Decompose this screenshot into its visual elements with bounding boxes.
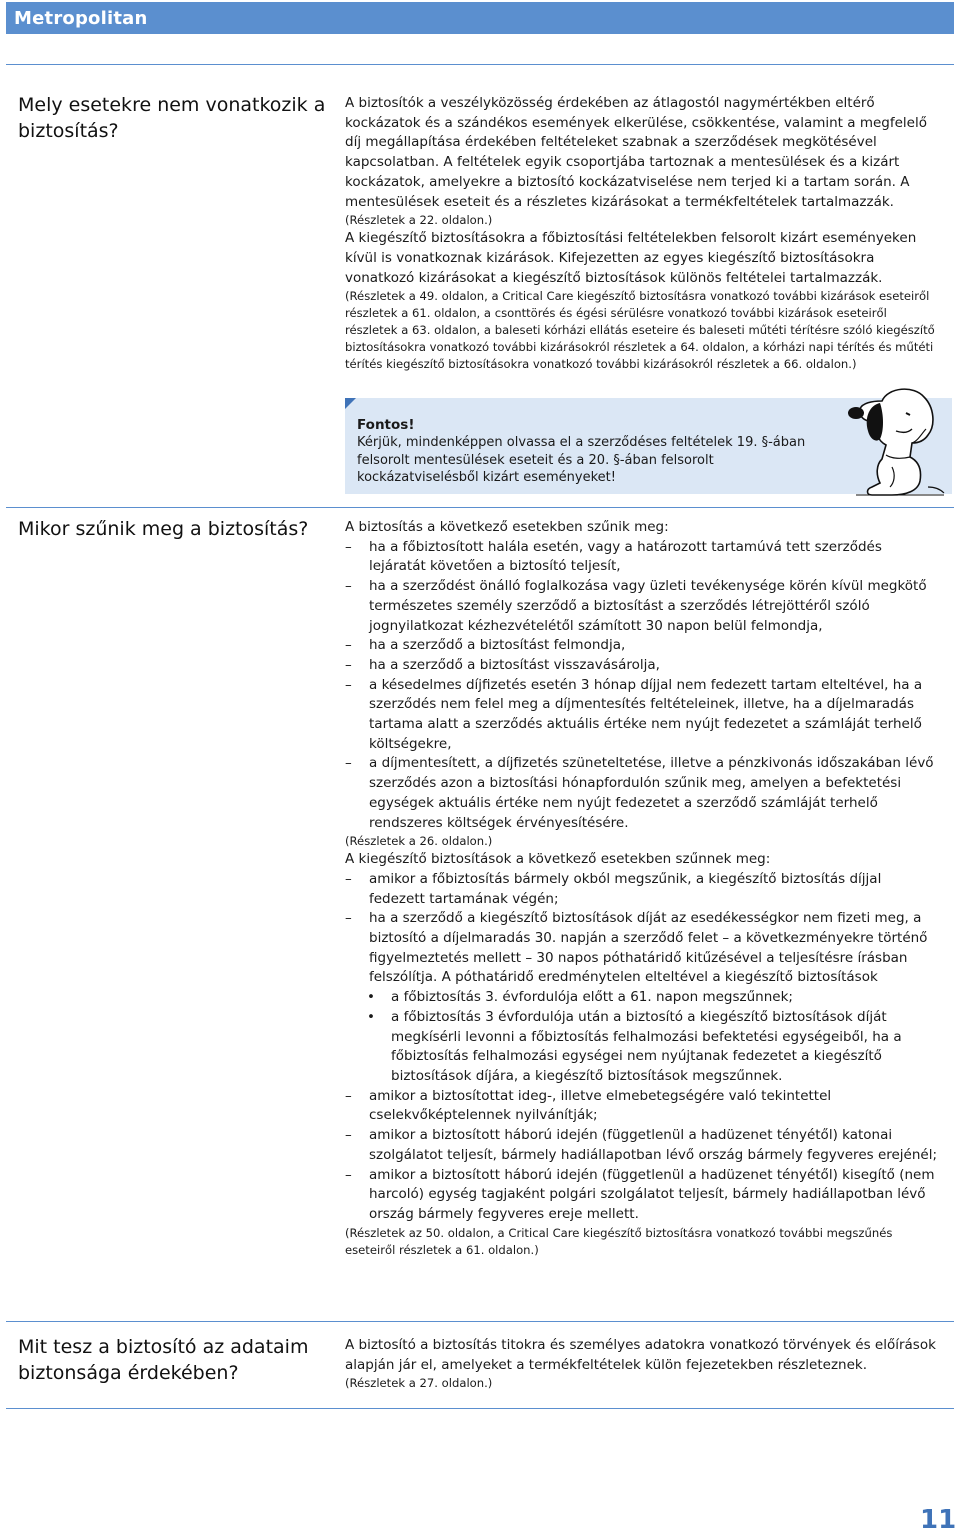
brand-title: Metropolitan — [14, 8, 148, 29]
divider — [6, 64, 954, 65]
section-heading-termination: Mikor szűnik meg a biztosítás? — [18, 518, 309, 540]
corner-marker-icon — [345, 398, 356, 409]
divider — [6, 507, 954, 508]
intro-text: A kiegészítő biztosítások a következő esetekben szűnnek meg: — [345, 851, 771, 868]
reference: (Részletek a 26. oldalon.) — [345, 834, 493, 849]
list-item: – amikor a biztosított háború idején (függetlenül a hadüzenet tényétől) katonai szolgálatot teljesít, bármely hadiállapotban lévő ország bármely fegyveres erejénél; — [345, 1127, 938, 1163]
list-item: – ha a szerződő a biztosítást felmondja, — [345, 637, 626, 654]
paragraph: A biztosító a biztosítás titokra és személyes adatokra vonatkozó törvények és előírások alapján jár el, amelyeket a termékfeltételek külön fejezetekben részleteznek. — [345, 1337, 936, 1373]
note-body: Kérjük, mindenképpen olvassa el a szerződéses feltételek 19. §-ában felsorolt mentesülések eseteit és a 20. §-ában felsorolt kockázatviselésből kizárt eseményeket! — [357, 435, 806, 485]
divider — [6, 1321, 954, 1322]
divider — [6, 1408, 954, 1409]
list-item: – amikor a főbiztosítás bármely okból megszűnik, a kiegészítő biztosítás díjjal fedezett tartamának végén; — [345, 870, 882, 907]
list-item: – ha a szerződő a kiegészítő biztosítások díját az esedékességkor nem fizeti meg, a biztosító a díjelmaradás 30. napján a szerződő felet – a következményekre történő figyelmeztetés mellett – 30 napos póthatáridő kitűzésével a teljesítésre írásban felszólítja. A póthatáridő eredménytelen elteltével a kiegészítő biztosítások — [345, 910, 928, 986]
paragraph: A biztosítók a veszélyközösség érdekében az átlagostól nagymértékben eltérő kockázatok és a szándékos események elkerülése, csökkentése, valamint a megfelelő díj megállapítása érdekében feltételeket szabnak a szerződések megkötésével kapcsolatban. A feltételek egyik csoportjába tartoznak a mentesülések és a kizárt kockázatok, amelyekre a biztosító kockázatviselése nem terjed ki a tartam során. A mentesülések eseteit és a részletes kizárásokat a termékfeltételek tartalmazzák. — [345, 95, 927, 210]
bullet-item: • a főbiztosítás 3. évfordulója előtt a 61. napon megszűnnek; — [367, 989, 793, 1006]
section-heading-data-security: Mit tesz a biztosító az adataim biztonsága érdekében? — [18, 1336, 309, 1384]
snoopy-cartoon-icon — [836, 383, 946, 498]
page-number: 11 — [920, 1505, 957, 1535]
section-body-exclusions — [345, 94, 939, 373]
section-body-termination — [345, 518, 939, 1259]
reference: (Részletek a 27. oldalon.) — [345, 1376, 493, 1391]
list-item: – ha a főbiztosított halála esetén, vagy a határozott tartamúvá tett szerződés lejáratát követően a biztosító teljesít, — [345, 538, 882, 575]
list-item: – ha a szerződő a biztosítást visszavásárolja, — [345, 656, 660, 673]
list-item: – amikor a biztosítottat ideg-, illetve elmebetegségére való tekintettel cselekvőképtelennek nyilvánítják; — [345, 1087, 832, 1124]
header-bar — [6, 2, 954, 34]
section-heading-exclusions: Mely esetekre nem vonatkozik a biztosítás? — [18, 94, 326, 142]
reference: (Részletek a 49. oldalon, a Critical Care kiegészítő biztosításra vonatkozó további kizárások eseteiről részletek a 61. oldalon, a csonttörés és égési sérülésre vonatkozó további kizárások eseteiről részletek a 63. oldalon, a baleseti kórházi ellátás eseteire és baleseti műtéti térítésre szóló kiegészítő biztosításokra vonatkozó további kizárásokról részletek a 64. oldalon, a kórházi napi térítés és műtéti térítés kiegészítő biztosításokra vonatkozó további kizárásokról részletek a 66. oldalon.) — [345, 289, 935, 372]
paragraph: A kiegészítő biztosításokra a főbiztosítási feltételekben felsorolt kizárt eseményeken kívül is vonatkoznak kizárások. Kifejezetten az egyes kiegészítő biztosításokra vonatkozó kizárásokat a kiegészítő biztosítások különös feltételei tartalmazzák. — [345, 230, 917, 286]
list-item: – a díjmentesített, a díjfizetés szüneteltetése, illetve a pénzkivonás időszakában lévő szerződés azon a biztosítási hónapfordulón szűnik meg, amelyen a befektetési egységek aktuális értéke nem nyújt fedezetet a szerződő számláját terhelő rendszeres költségek érvényesítésére. — [345, 755, 934, 831]
bullet-item: • a főbiztosítás 3 évfordulója után a biztosító a kiegészítő biztosítások díját megkísérli levonni a főbiztosítás felhalmozási befektetési egységeiből, ha a főbiztosítás felhalmozási egységei nem nyújtanak fedezetet a kiegészítő biztosítások díjára, a kiegészítő biztosítások megszűnnek. — [367, 1008, 902, 1084]
reference: (Részletek az 50. oldalon, a Critical Care kiegészítő biztosításra vonatkozó további megszűnés eseteiről részletek a 61. oldalon.) — [345, 1225, 893, 1257]
list-item: – amikor a biztosított háború idején (függetlenül a hadüzenet tényétől) kisegítő (nem harcoló) egység tagjaként polgári szolgálatot teljesít, bármely hadiállapotban lévő ország bármely fegyveres ereje mellett. — [345, 1166, 935, 1222]
list-item: – a késedelmes díjfizetés esetén 3 hónap díjjal nem fedezett tartam elteltével, ha a szerződés nem felel meg a díjmentesítés feltételeinek, illetve, ha a díjelmaradás tartama alatt a szerződés aktuális értéke nem nyújt fedezetet a számláját terhelő költségekre, — [345, 676, 923, 752]
section-body-data-security — [345, 1336, 939, 1392]
note-title: Fontos! — [357, 417, 415, 433]
reference: (Részletek a 22. oldalon.) — [345, 213, 493, 228]
intro-text: A biztosítás a következő esetekben szűnik meg: — [345, 519, 669, 535]
list-item: – ha a szerződést önálló foglalkozása vagy üzleti tevékenysége körén kívül megkötő természetes személy szerződő a biztosítást a szerződés létrejöttéről szóló jognyilatkozat kézhezvételétől számított 30 napon belül felmondja, — [345, 578, 927, 634]
